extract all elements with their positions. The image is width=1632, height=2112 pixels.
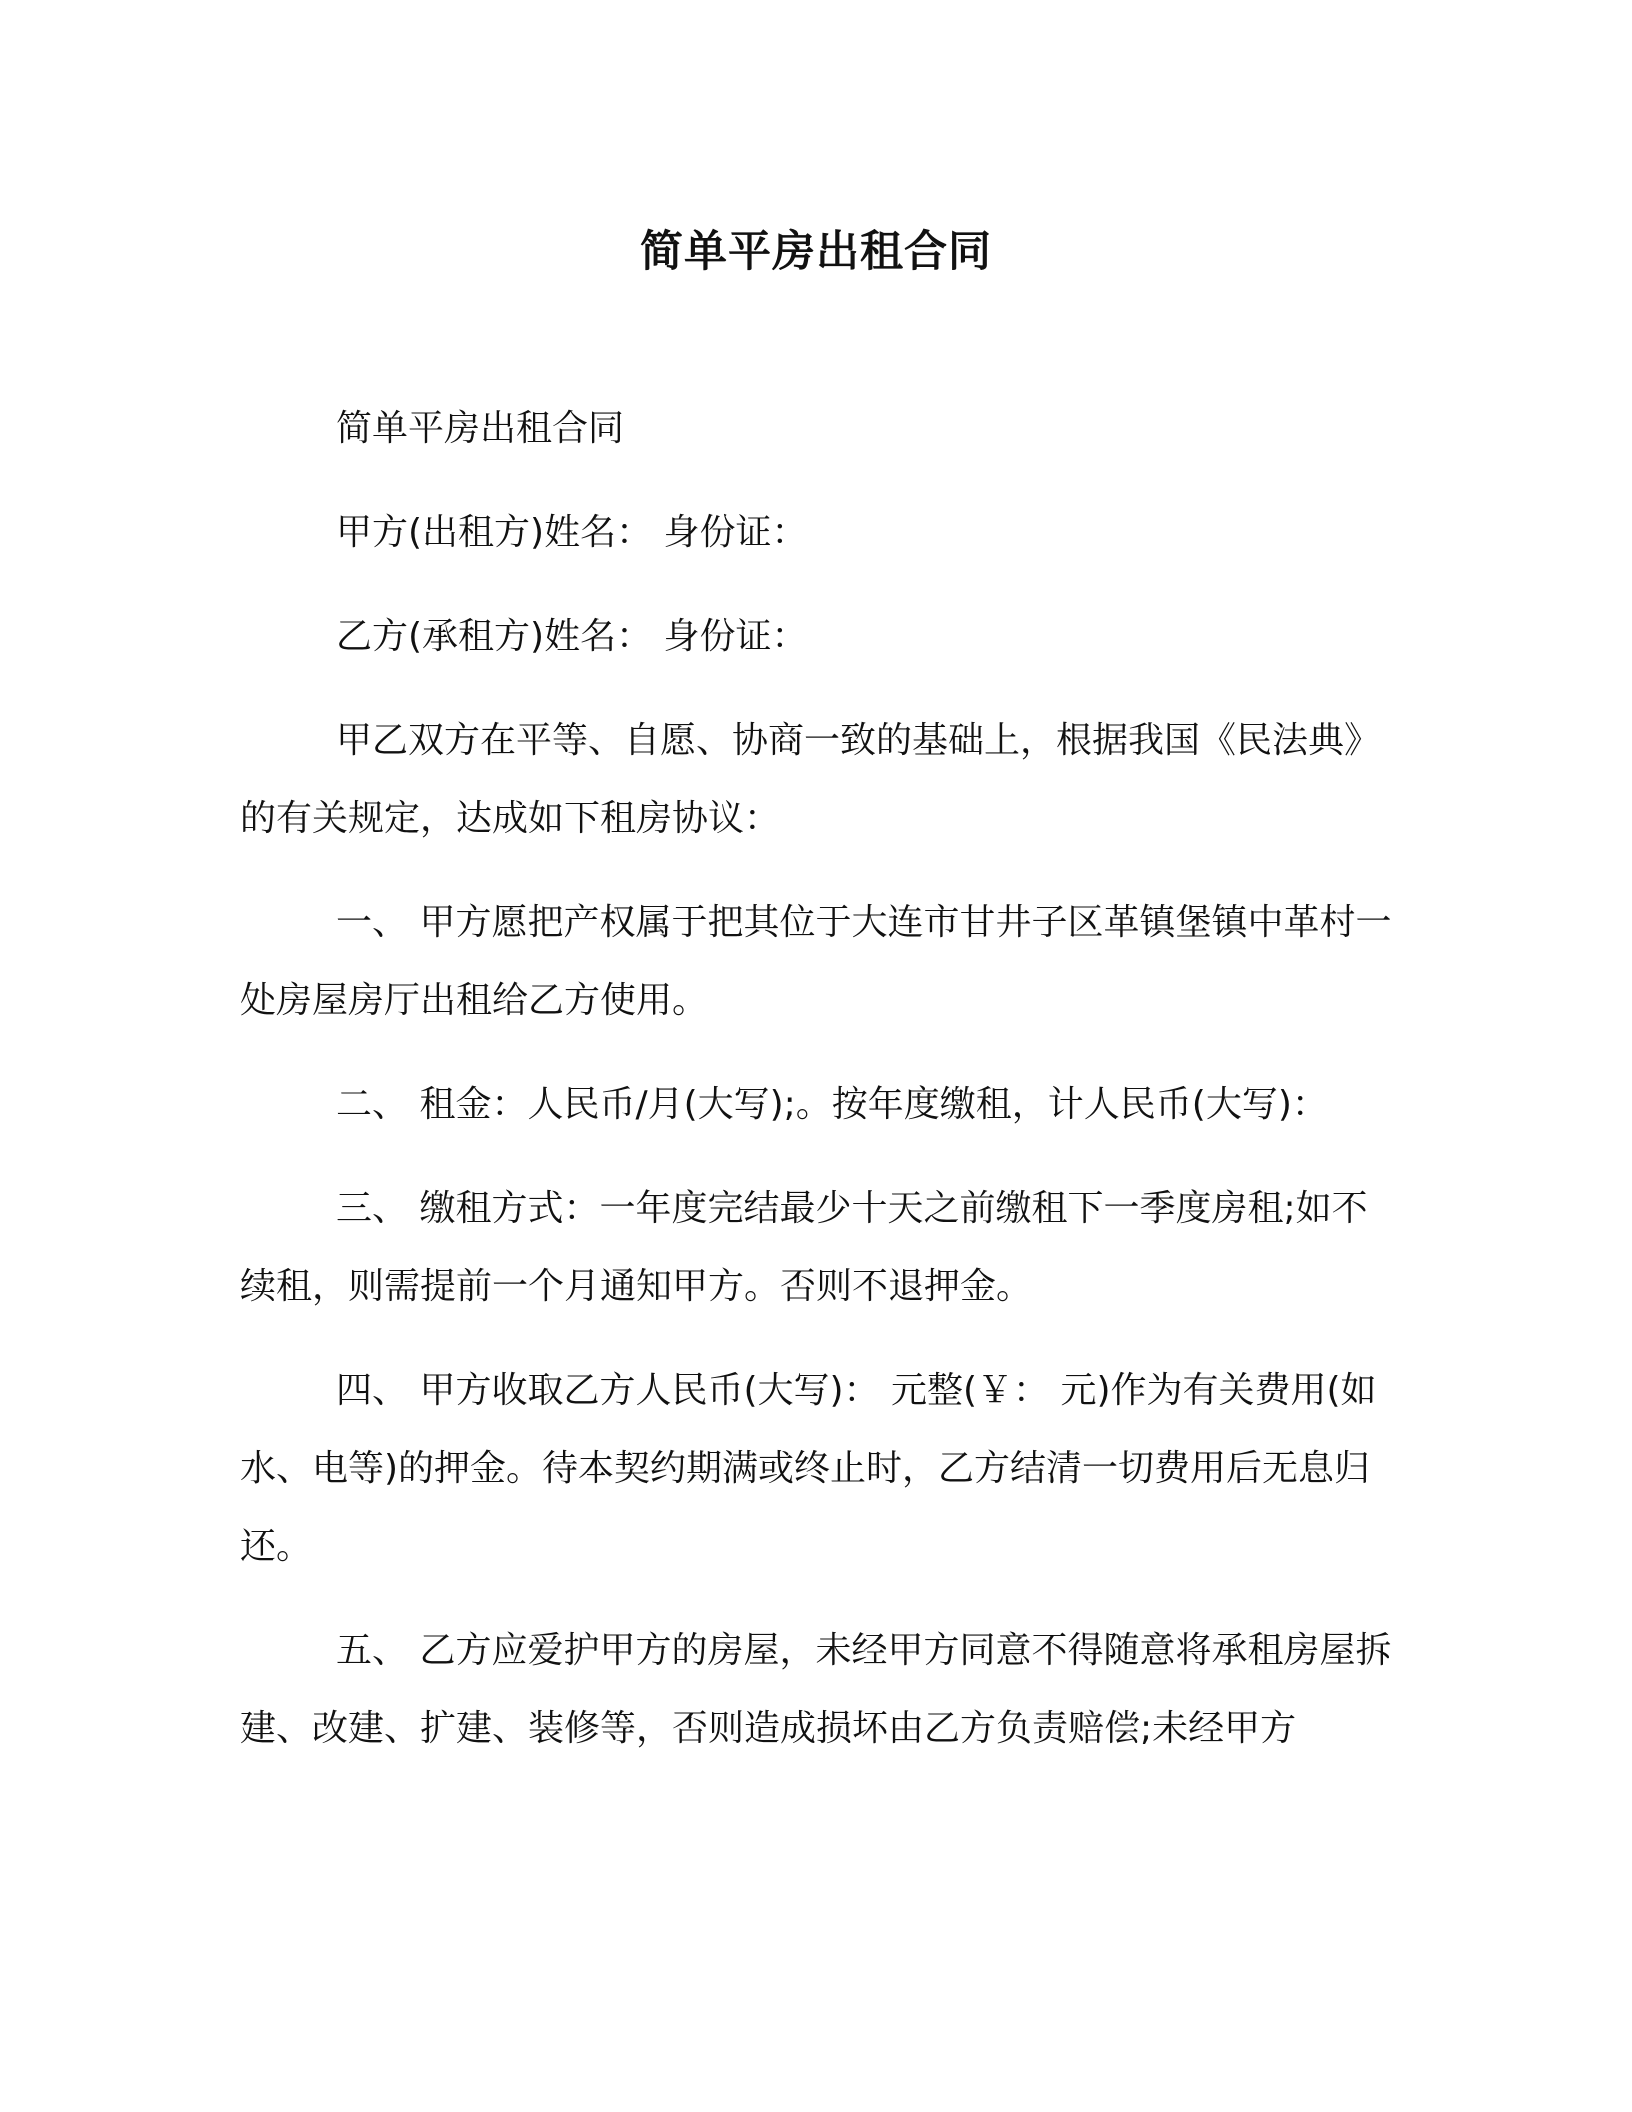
paragraph-clause-4: 四、 甲方收取乙方人民币(大写)： 元整(￥： 元)作为有关费用(如水、电等)的押金。待本契约期满或终止时，乙方结清一切费用后无息归还。 — [240, 1370, 1377, 1567]
paragraph-clause-5: 五、 乙方应爱护甲方的房屋，未经甲方同意不得随意将承租房屋拆建、改建、扩建、装修等，否则造成损坏由乙方负责赔偿;未经甲方 — [240, 1630, 1392, 1749]
paragraph-heading: 简单平房出租合同 — [336, 408, 625, 449]
document-title: 简单平房出租合同 — [640, 227, 992, 277]
paragraph-party-b: 乙方(承租方)姓名： 身份证： — [336, 616, 808, 657]
paragraph-party-a: 甲方(出租方)姓名： 身份证： — [336, 512, 808, 553]
paragraph-clause-2: 二、 租金：人民币/月(大写);。按年度缴租，计人民币(大写)： — [336, 1084, 1328, 1125]
paragraph-clause-3: 三、 缴租方式：一年度完结最少十天之前缴租下一季度房租;如不续租，则需提前一个月通知甲方。否则不退押金。 — [240, 1188, 1368, 1307]
paragraph-clause-1: 一、 甲方愿把产权属于把其位于大连市甘井子区革镇堡镇中革村一处房屋房厅出租给乙方使用。 — [240, 902, 1392, 1021]
paragraph-preamble: 甲乙双方在平等、自愿、协商一致的基础上，根据我国《民法典》的有关规定，达成如下租房协议： — [240, 720, 1381, 839]
document-body — [240, 390, 1395, 1794]
